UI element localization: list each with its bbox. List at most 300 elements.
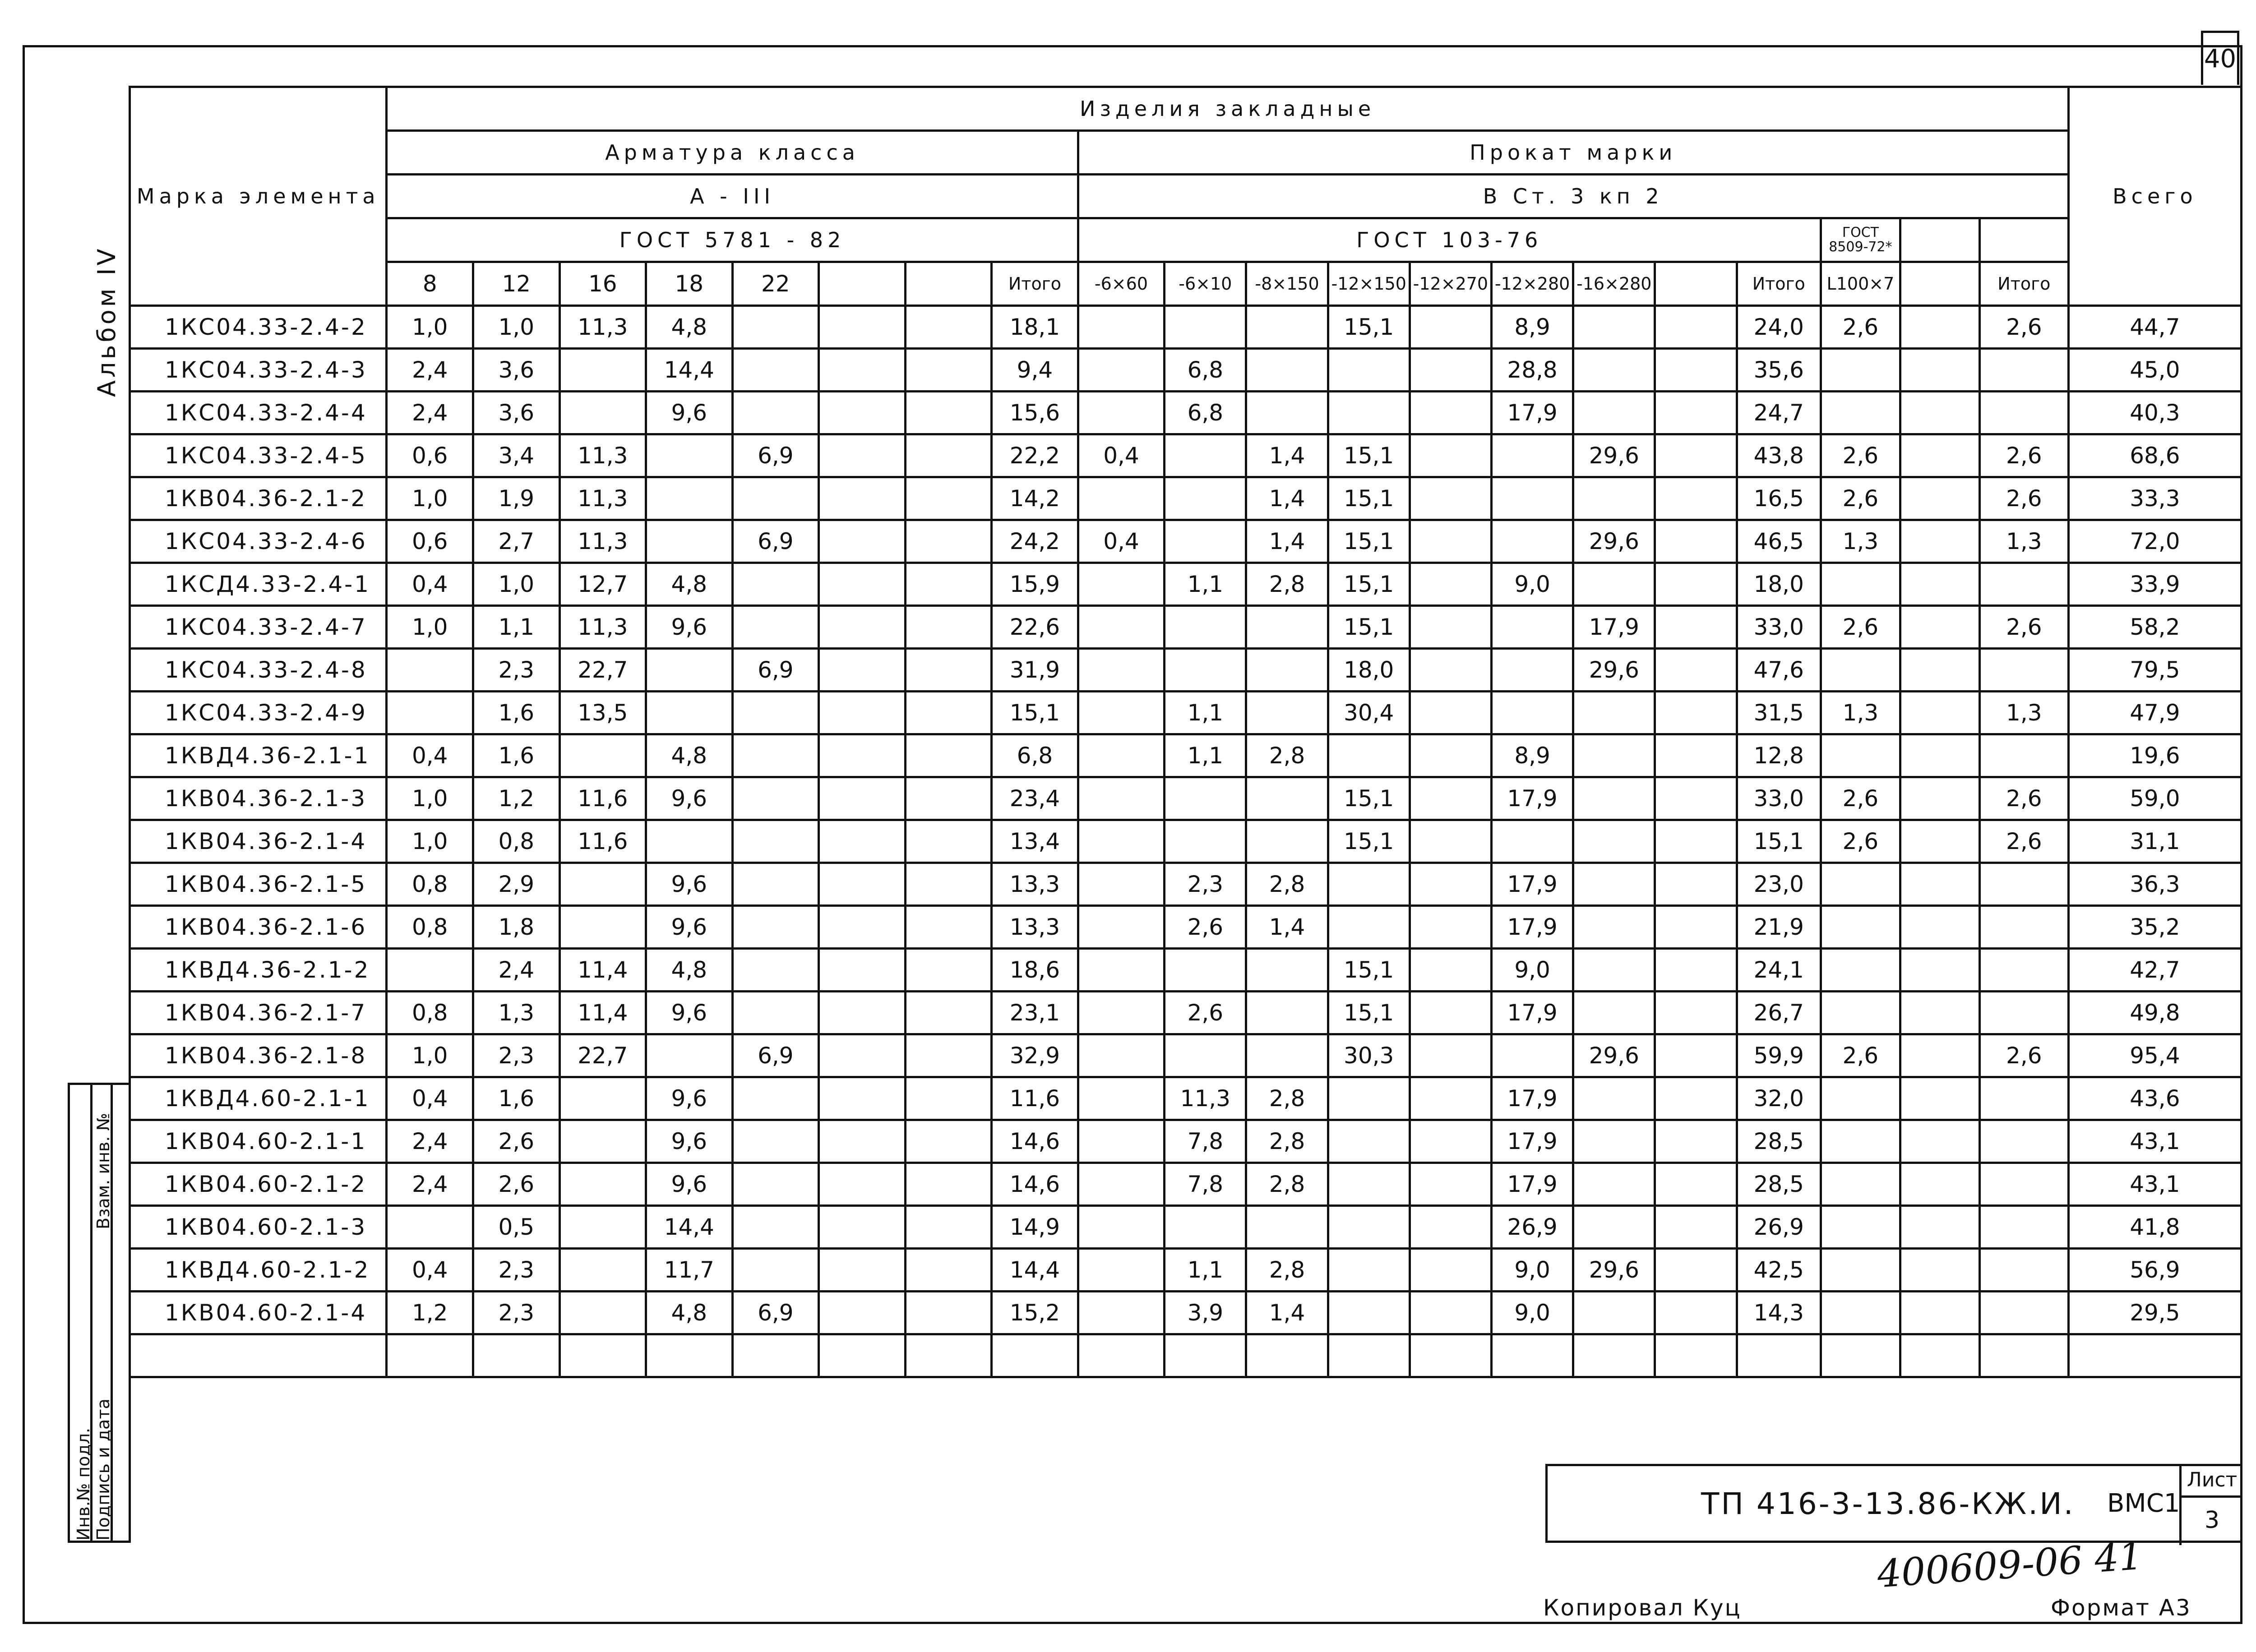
table-cell: 31,9 bbox=[992, 649, 1078, 692]
column-header: 18 bbox=[646, 262, 733, 306]
table-cell bbox=[1165, 649, 1246, 692]
table-cell bbox=[1900, 392, 1979, 434]
table-cell bbox=[646, 1334, 733, 1377]
table-row bbox=[130, 949, 2242, 992]
table-cell: 1,0 bbox=[387, 477, 473, 520]
table-cell bbox=[1410, 692, 1491, 734]
table-cell: 30,4 bbox=[1328, 692, 1410, 734]
table-cell: 17,9 bbox=[1491, 863, 1573, 906]
table-cell bbox=[905, 949, 992, 992]
table-cell: 6,9 bbox=[732, 434, 819, 477]
table-cell: 11,3 bbox=[1165, 1077, 1246, 1120]
table-cell bbox=[905, 349, 992, 392]
row-total: 35,2 bbox=[2068, 906, 2241, 949]
table-cell: 18,0 bbox=[1737, 563, 1821, 606]
table-cell bbox=[1821, 1120, 1900, 1163]
column-header: -12×150 bbox=[1328, 262, 1410, 306]
table-cell bbox=[1491, 1334, 1573, 1377]
sheet-box bbox=[2179, 1464, 2242, 1545]
table-cell: 2,6 bbox=[1821, 606, 1900, 649]
table-cell bbox=[1246, 649, 1328, 692]
table-cell bbox=[1655, 349, 1737, 392]
table-cell bbox=[1078, 1249, 1165, 1292]
table-cell bbox=[1655, 1077, 1737, 1120]
table-cell bbox=[1655, 1034, 1737, 1077]
table-cell: 9,6 bbox=[646, 1077, 733, 1120]
table-cell bbox=[559, 1077, 646, 1120]
table-cell: 14,3 bbox=[1737, 1292, 1821, 1334]
table-cell bbox=[1979, 906, 2068, 949]
table-cell bbox=[1246, 1034, 1328, 1077]
table-cell bbox=[905, 477, 992, 520]
table-cell bbox=[905, 1034, 992, 1077]
table-cell bbox=[559, 392, 646, 434]
table-cell bbox=[1655, 1334, 1737, 1377]
row-total: 59,0 bbox=[2068, 777, 2241, 820]
table-cell bbox=[1410, 1120, 1491, 1163]
table-cell: 28,5 bbox=[1737, 1120, 1821, 1163]
table-cell bbox=[1573, 1120, 1655, 1163]
table-cell: 43,8 bbox=[1737, 434, 1821, 477]
table-cell bbox=[1573, 863, 1655, 906]
table-cell bbox=[732, 1163, 819, 1206]
table-cell bbox=[1655, 306, 1737, 349]
table-cell: 11,3 bbox=[559, 434, 646, 477]
table-cell: 2,6 bbox=[1979, 1034, 2068, 1077]
table-cell: 28,5 bbox=[1737, 1163, 1821, 1206]
table-cell bbox=[646, 477, 733, 520]
table-cell: 11,3 bbox=[559, 606, 646, 649]
table-cell: 29,6 bbox=[1573, 434, 1655, 477]
table-cell: 17,9 bbox=[1491, 777, 1573, 820]
table-cell bbox=[1078, 349, 1165, 392]
table-cell bbox=[1165, 1034, 1246, 1077]
table-cell bbox=[819, 992, 906, 1034]
inv-podl-label: Инв.№ подл. bbox=[74, 1427, 93, 1541]
table-cell bbox=[1821, 1292, 1900, 1334]
table-row bbox=[130, 1120, 2242, 1163]
table-cell bbox=[1328, 1206, 1410, 1249]
table-cell: 2,6 bbox=[1821, 1034, 1900, 1077]
table-cell bbox=[1410, 477, 1491, 520]
table-cell: 2,8 bbox=[1246, 734, 1328, 777]
table-cell: 24,1 bbox=[1737, 949, 1821, 992]
signature-label: Подпись и дата bbox=[93, 1398, 113, 1541]
table-cell: 2,7 bbox=[473, 520, 559, 563]
element-mark: 1КВД4.60-2.1-2 bbox=[130, 1249, 387, 1292]
table-cell: 17,9 bbox=[1491, 1120, 1573, 1163]
table-cell bbox=[1821, 734, 1900, 777]
table-cell bbox=[819, 906, 906, 949]
table-cell bbox=[1078, 992, 1165, 1034]
table-cell: 8,9 bbox=[1491, 306, 1573, 349]
table-cell bbox=[1165, 434, 1246, 477]
table-cell bbox=[1078, 1120, 1165, 1163]
element-mark: 1КС04.33-2.4-7 bbox=[130, 606, 387, 649]
table-cell: 0,8 bbox=[387, 906, 473, 949]
table-cell bbox=[1821, 1249, 1900, 1292]
table-cell bbox=[732, 992, 819, 1034]
table-cell bbox=[732, 692, 819, 734]
table-cell bbox=[819, 306, 906, 349]
table-cell: 2,6 bbox=[1821, 306, 1900, 349]
table-cell bbox=[819, 1120, 906, 1163]
table-row bbox=[130, 992, 2242, 1034]
row-total: 33,9 bbox=[2068, 563, 2241, 606]
table-cell: 0,6 bbox=[387, 520, 473, 563]
row-total: 43,6 bbox=[2068, 1077, 2241, 1120]
table-row bbox=[130, 820, 2242, 863]
table-cell bbox=[1573, 1077, 1655, 1120]
table-cell bbox=[1979, 1334, 2068, 1377]
table-cell: 1,0 bbox=[387, 777, 473, 820]
vzam-label: Взам. инв. № bbox=[93, 1112, 113, 1229]
table-cell bbox=[646, 520, 733, 563]
table-row bbox=[130, 349, 2242, 392]
column-header: -8×150 bbox=[1246, 262, 1328, 306]
table-cell bbox=[905, 1206, 992, 1249]
table-cell: 2,6 bbox=[1165, 992, 1246, 1034]
table-cell bbox=[387, 649, 473, 692]
table-cell: 2,6 bbox=[1821, 777, 1900, 820]
table-cell bbox=[559, 1163, 646, 1206]
table-cell bbox=[1246, 1206, 1328, 1249]
table-cell: 33,0 bbox=[1737, 777, 1821, 820]
table-cell bbox=[1979, 992, 2068, 1034]
table-cell: 1,1 bbox=[1165, 734, 1246, 777]
table-cell bbox=[646, 692, 733, 734]
table-cell bbox=[905, 692, 992, 734]
total-header: Всего bbox=[2068, 87, 2241, 306]
table-cell: 2,6 bbox=[1821, 477, 1900, 520]
table-cell: 1,3 bbox=[1821, 520, 1900, 563]
table-cell: 15,1 bbox=[1328, 520, 1410, 563]
table-cell bbox=[1979, 1292, 2068, 1334]
table-cell bbox=[1410, 434, 1491, 477]
table-cell: 2,6 bbox=[1979, 434, 2068, 477]
table-cell bbox=[1410, 649, 1491, 692]
table-cell: 17,9 bbox=[1491, 1077, 1573, 1120]
table-cell: 1,1 bbox=[1165, 1249, 1246, 1292]
table-row bbox=[130, 520, 2242, 563]
element-mark: 1КВ04.60-2.1-4 bbox=[130, 1292, 387, 1334]
table-cell bbox=[819, 349, 906, 392]
table-cell: 2,8 bbox=[1246, 1077, 1328, 1120]
album-label: Альбом IV bbox=[92, 246, 121, 397]
table-cell: 1,3 bbox=[1979, 692, 2068, 734]
table-cell: 13,3 bbox=[992, 863, 1078, 906]
table-cell: 1,3 bbox=[1979, 520, 2068, 563]
table-cell: 13,5 bbox=[559, 692, 646, 734]
table-cell bbox=[1573, 949, 1655, 992]
table-row bbox=[130, 306, 2242, 349]
table-cell: 7,8 bbox=[1165, 1120, 1246, 1163]
table-cell bbox=[1410, 777, 1491, 820]
table-cell bbox=[1328, 906, 1410, 949]
table-cell: 15,1 bbox=[1328, 777, 1410, 820]
table-cell bbox=[1491, 820, 1573, 863]
table-cell: 26,9 bbox=[1737, 1206, 1821, 1249]
table-cell: 1,4 bbox=[1246, 477, 1328, 520]
row-total bbox=[2068, 1334, 2241, 1377]
table-cell: 29,6 bbox=[1573, 649, 1655, 692]
column-header: -16×280 bbox=[1573, 262, 1655, 306]
table-cell: 11,3 bbox=[559, 520, 646, 563]
table-cell: 14,2 bbox=[992, 477, 1078, 520]
table-cell bbox=[1328, 1163, 1410, 1206]
table-cell bbox=[732, 349, 819, 392]
table-cell bbox=[819, 734, 906, 777]
table-cell: 28,8 bbox=[1491, 349, 1573, 392]
table-cell bbox=[1573, 1163, 1655, 1206]
table-cell bbox=[1410, 1292, 1491, 1334]
table-cell bbox=[732, 477, 819, 520]
table-cell bbox=[1328, 1077, 1410, 1120]
table-cell: 0,4 bbox=[387, 1077, 473, 1120]
table-cell bbox=[1246, 692, 1328, 734]
table-row bbox=[130, 734, 2242, 777]
table-cell bbox=[1821, 1334, 1900, 1377]
table-cell bbox=[732, 777, 819, 820]
table-cell bbox=[1655, 1163, 1737, 1206]
table-cell: 6,9 bbox=[732, 1034, 819, 1077]
element-mark: 1КС04.33-2.4-5 bbox=[130, 434, 387, 477]
document-suffix: ВМС1 bbox=[2107, 1489, 2180, 1518]
table-cell: 2,3 bbox=[473, 1034, 559, 1077]
table-cell: 0,6 bbox=[387, 434, 473, 477]
table-cell: 32,9 bbox=[992, 1034, 1078, 1077]
embedded-parts-header: Изделия закладные bbox=[387, 87, 2068, 131]
table-cell bbox=[1165, 606, 1246, 649]
table-cell: 9,0 bbox=[1491, 1249, 1573, 1292]
table-cell bbox=[559, 863, 646, 906]
element-mark: 1КВ04.36-2.1-2 bbox=[130, 477, 387, 520]
table-cell bbox=[1328, 863, 1410, 906]
table-cell bbox=[1821, 649, 1900, 692]
table-cell bbox=[1246, 392, 1328, 434]
table-cell bbox=[905, 392, 992, 434]
table-cell bbox=[1821, 392, 1900, 434]
column-header: 16 bbox=[559, 262, 646, 306]
table-cell bbox=[1410, 863, 1491, 906]
column-header: 8 bbox=[387, 262, 473, 306]
table-cell bbox=[1410, 1206, 1491, 1249]
table-cell bbox=[819, 1334, 906, 1377]
table-cell bbox=[732, 734, 819, 777]
table-cell bbox=[559, 1120, 646, 1163]
table-cell: 13,4 bbox=[992, 820, 1078, 863]
row-total: 43,1 bbox=[2068, 1120, 2241, 1163]
table-cell bbox=[1078, 1334, 1165, 1377]
table-cell: 47,6 bbox=[1737, 649, 1821, 692]
mark-element-header: Марка элемента bbox=[130, 87, 387, 306]
table-cell bbox=[1979, 1120, 2068, 1163]
table-cell: 13,3 bbox=[992, 906, 1078, 949]
table-cell bbox=[905, 992, 992, 1034]
table-cell bbox=[1573, 906, 1655, 949]
row-total: 43,1 bbox=[2068, 1163, 2241, 1206]
table-cell bbox=[646, 434, 733, 477]
table-cell bbox=[819, 1077, 906, 1120]
table-cell: 2,6 bbox=[473, 1163, 559, 1206]
table-cell bbox=[1655, 434, 1737, 477]
table-cell bbox=[1979, 863, 2068, 906]
table-cell: 23,4 bbox=[992, 777, 1078, 820]
table-cell: 1,9 bbox=[473, 477, 559, 520]
table-cell: 0,5 bbox=[473, 1206, 559, 1249]
table-cell bbox=[1246, 992, 1328, 1034]
row-total: 72,0 bbox=[2068, 520, 2241, 563]
table-cell bbox=[819, 1206, 906, 1249]
table-cell bbox=[1328, 1120, 1410, 1163]
table-cell bbox=[1573, 1292, 1655, 1334]
column-header bbox=[819, 262, 906, 306]
table-cell bbox=[1246, 349, 1328, 392]
table-cell: 15,1 bbox=[1328, 434, 1410, 477]
table-cell bbox=[819, 434, 906, 477]
table-cell bbox=[1078, 692, 1165, 734]
table-cell bbox=[1655, 863, 1737, 906]
table-cell bbox=[1410, 606, 1491, 649]
table-cell bbox=[1655, 1249, 1737, 1292]
table-cell: 17,9 bbox=[1491, 1163, 1573, 1206]
table-cell: 0,4 bbox=[387, 1249, 473, 1292]
table-cell bbox=[819, 1034, 906, 1077]
table-cell bbox=[732, 1249, 819, 1292]
table-row bbox=[130, 692, 2242, 734]
table-cell: 1,0 bbox=[387, 606, 473, 649]
column-header: 22 bbox=[732, 262, 819, 306]
table-cell: 3,4 bbox=[473, 434, 559, 477]
table-cell bbox=[387, 949, 473, 992]
table-cell: 2,8 bbox=[1246, 863, 1328, 906]
column-header bbox=[1900, 262, 1979, 306]
table-cell bbox=[1979, 1163, 2068, 1206]
table-cell: 1,1 bbox=[1165, 563, 1246, 606]
table-cell bbox=[1900, 1249, 1979, 1292]
table-cell bbox=[559, 349, 646, 392]
table-cell: 29,6 bbox=[1573, 1034, 1655, 1077]
table-cell bbox=[559, 734, 646, 777]
table-cell bbox=[646, 1034, 733, 1077]
copied-by: Копировал Куц bbox=[1543, 1595, 1742, 1621]
table-cell bbox=[1410, 1077, 1491, 1120]
table-cell bbox=[1078, 563, 1165, 606]
table-cell bbox=[1821, 349, 1900, 392]
table-cell bbox=[1165, 520, 1246, 563]
table-cell: 29,6 bbox=[1573, 520, 1655, 563]
table-cell bbox=[1737, 1334, 1821, 1377]
table-cell bbox=[1900, 434, 1979, 477]
table-cell bbox=[732, 392, 819, 434]
table-cell bbox=[559, 1249, 646, 1292]
table-cell bbox=[1900, 349, 1979, 392]
table-cell bbox=[819, 392, 906, 434]
table-cell bbox=[646, 820, 733, 863]
table-cell: 1,1 bbox=[1165, 692, 1246, 734]
table-cell: 0,4 bbox=[387, 563, 473, 606]
table-cell bbox=[905, 1077, 992, 1120]
table-cell bbox=[1165, 1334, 1246, 1377]
column-header: Итого bbox=[1979, 262, 2068, 306]
table-cell: 3,9 bbox=[1165, 1292, 1246, 1334]
table-cell bbox=[1821, 906, 1900, 949]
table-cell bbox=[1410, 392, 1491, 434]
element-mark: 1КС04.33-2.4-3 bbox=[130, 349, 387, 392]
table-cell bbox=[905, 1249, 992, 1292]
table-cell: 2,8 bbox=[1246, 1249, 1328, 1292]
table-cell bbox=[1655, 1206, 1737, 1249]
table-cell bbox=[732, 1120, 819, 1163]
table-cell bbox=[1246, 777, 1328, 820]
table-cell bbox=[1900, 1292, 1979, 1334]
table-row bbox=[130, 906, 2242, 949]
table-cell: 17,9 bbox=[1491, 906, 1573, 949]
table-cell bbox=[732, 1334, 819, 1377]
table-cell: 4,8 bbox=[646, 563, 733, 606]
table-cell bbox=[905, 906, 992, 949]
table-cell: 0,4 bbox=[387, 734, 473, 777]
table-cell bbox=[1078, 1163, 1165, 1206]
table-cell: 15,1 bbox=[1737, 820, 1821, 863]
table-cell: 9,6 bbox=[646, 1120, 733, 1163]
table-cell: 23,0 bbox=[1737, 863, 1821, 906]
table-cell: 17,9 bbox=[1573, 606, 1655, 649]
table-cell: 16,5 bbox=[1737, 477, 1821, 520]
element-mark: 1КВ04.36-2.1-5 bbox=[130, 863, 387, 906]
table-cell bbox=[905, 863, 992, 906]
table-cell: 22,7 bbox=[559, 1034, 646, 1077]
table-cell bbox=[1900, 820, 1979, 863]
table-cell bbox=[819, 820, 906, 863]
table-cell bbox=[819, 606, 906, 649]
table-cell: 11,6 bbox=[559, 777, 646, 820]
rebar-class-header: Арматура класса bbox=[387, 131, 1078, 175]
table-cell bbox=[1979, 349, 2068, 392]
table-row bbox=[130, 1163, 2242, 1206]
table-cell bbox=[1328, 734, 1410, 777]
table-cell bbox=[905, 563, 992, 606]
column-header: -12×270 bbox=[1410, 262, 1491, 306]
row-total: 79,5 bbox=[2068, 649, 2241, 692]
table-cell bbox=[1979, 649, 2068, 692]
row-total: 41,8 bbox=[2068, 1206, 2241, 1249]
row-total: 29,5 bbox=[2068, 1292, 2241, 1334]
table-cell: 35,6 bbox=[1737, 349, 1821, 392]
table-cell bbox=[1410, 1034, 1491, 1077]
table-cell bbox=[1655, 820, 1737, 863]
table-cell: 42,5 bbox=[1737, 1249, 1821, 1292]
table-cell bbox=[559, 906, 646, 949]
table-cell: 14,4 bbox=[646, 1206, 733, 1249]
table-cell: 9,6 bbox=[646, 906, 733, 949]
table-cell bbox=[1246, 606, 1328, 649]
table-cell: 18,0 bbox=[1328, 649, 1410, 692]
table-cell: 23,1 bbox=[992, 992, 1078, 1034]
row-total: 68,6 bbox=[2068, 434, 2241, 477]
table-cell: 2,4 bbox=[387, 349, 473, 392]
table-cell: 2,3 bbox=[473, 649, 559, 692]
table-cell: 1,6 bbox=[473, 692, 559, 734]
column-header: L100×7 bbox=[1821, 262, 1900, 306]
table-cell: 4,8 bbox=[646, 306, 733, 349]
table-cell bbox=[1165, 1206, 1246, 1249]
table-cell bbox=[559, 1206, 646, 1249]
table-cell bbox=[905, 1120, 992, 1163]
table-cell: 15,9 bbox=[992, 563, 1078, 606]
table-cell bbox=[905, 1292, 992, 1334]
table-cell bbox=[1655, 563, 1737, 606]
